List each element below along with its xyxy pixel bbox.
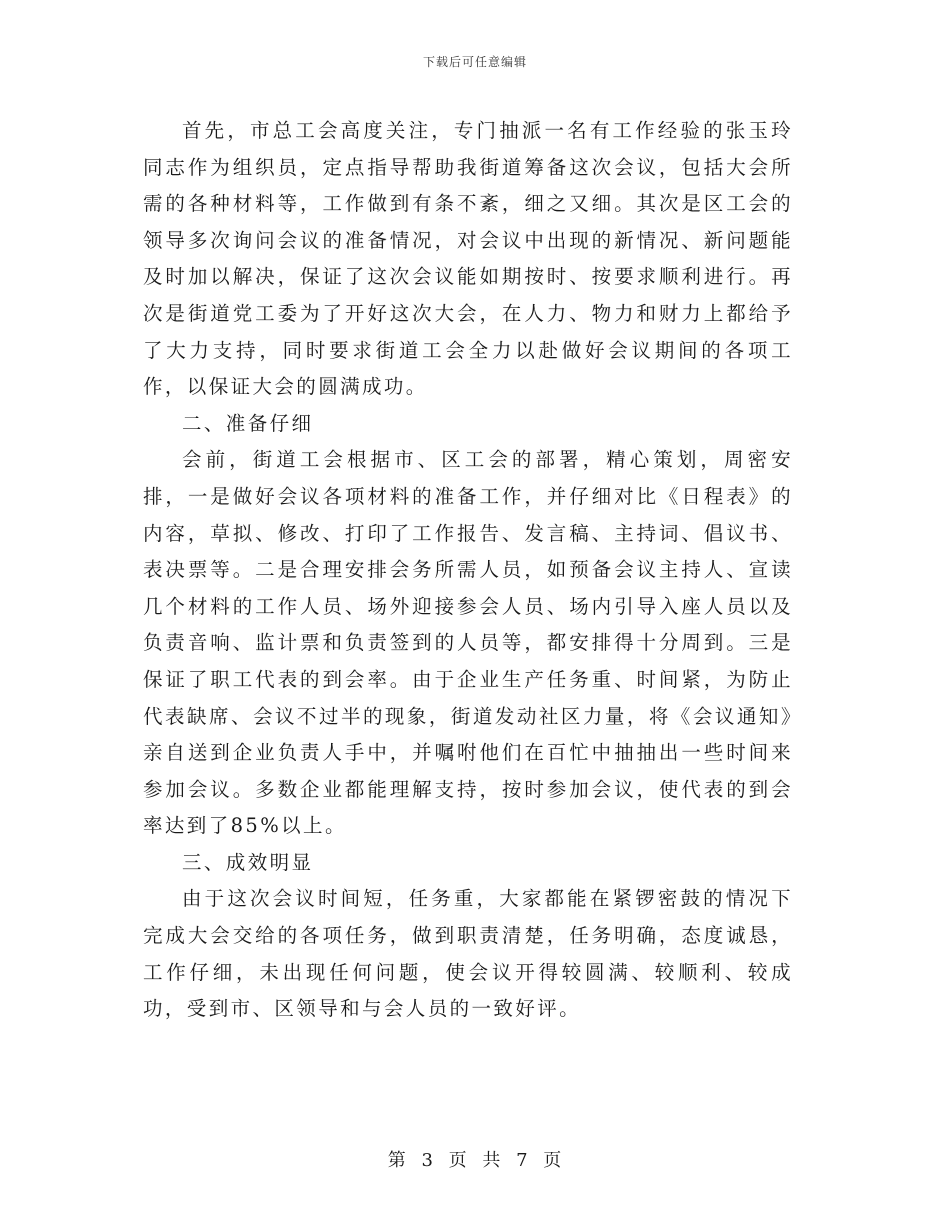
section-heading-results: 三、成效明显	[182, 850, 314, 874]
header-note: 下载后可任意编辑	[422, 55, 527, 69]
footer-total-pages: 7	[516, 1150, 529, 1171]
footer-current-page: 3	[421, 1150, 434, 1171]
paragraph-results: 由于这次会议时间短，任务重，大家都能在紧锣密鼓的情况下完成大会交给的各项任务，做到职责清楚，任务明确，态度诚恳，工作仔细，未出现任何问题，使会议开得较圆满、较顺利、较成功，受到市、区领导和与会人员的一致好评。	[143, 887, 793, 1021]
section-heading-preparation: 二、准备仔细	[182, 411, 314, 435]
paragraph-intro: 首先，市总工会高度关注，专门抽派一名有工作经验的张玉玲同志作为组织员，定点指导帮助我街道筹备这次会议，包括大会所需的各种材料等，工作做到有条不紊，细之又细。其次是区工会的领导多次询问会议的准备情况，对会议中出现的新情况、新问题能及时加以解决，保证了这次会议能如期按时、按要求顺利进行。再次是街道党工委为了开好这次大会，在人力、物力和财力上都给予了大力支持，同时要求街道工会全力以赴做好会议期间的各项工作，以保证大会的圆满成功。	[143, 119, 793, 399]
footer-total-word: 共	[482, 1150, 502, 1171]
page-footer	[0, 1146, 950, 1172]
document-body	[143, 113, 793, 1028]
footer-suffix: 页	[543, 1150, 563, 1171]
footer-prefix: 第	[387, 1150, 407, 1171]
paragraph-preparation: 会前，街道工会根据市、区工会的部署，精心策划，周密安排，一是做好会议各项材料的准备工作，并仔细对比《日程表》的内容，草拟、修改、打印了工作报告、发言稿、主持词、倡议书、表决票等。二是合理安排会务所需人员，如预备会议主持人、宣读几个材料的工作人员、场外迎接参会人员、场内引导入座人员以及负责音响、监计票和负责签到的人员等，都安排得十分周到。三是保证了职工代表的到会率。由于企业生产任务重、时间紧，为防止代表缺席、会议不过半的现象，街道发动社区力量，将《会议通知》亲自送到企业负责人手中，并嘱咐他们在百忙中抽抽出一些时间来参加会议。多数企业都能理解支持，按时参加会议，使代表的到会率达到了85%以上。	[143, 448, 793, 838]
footer-page-word: 页	[448, 1150, 468, 1171]
